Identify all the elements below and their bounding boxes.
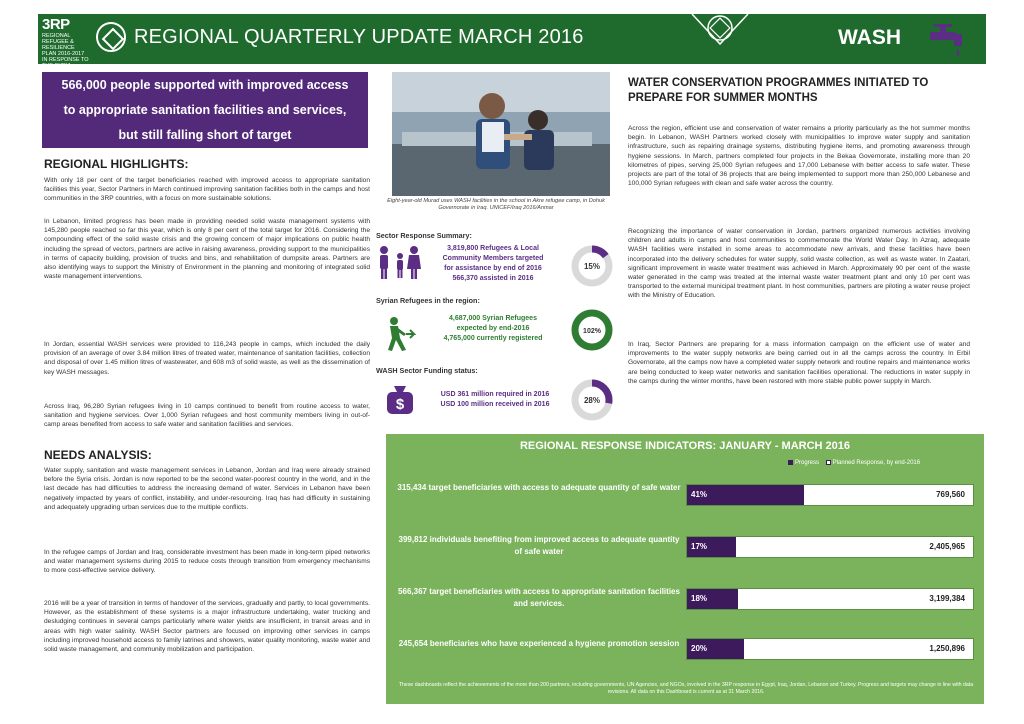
indicator-bar: [686, 638, 974, 660]
logo-text: 3RP: [42, 16, 70, 33]
progress-percent: 18%: [691, 594, 708, 603]
banner-line: but still falling short of target: [118, 128, 292, 142]
legend-swatch-progress: [788, 460, 793, 465]
sector-summary-label: Sector Response Summary:: [376, 231, 472, 240]
refugees-summary-text: [428, 314, 558, 344]
sector-summary-text: [428, 244, 558, 284]
ring-label: 15%: [583, 262, 601, 271]
indicators-footnote: These dashboards reflect the achievements of the more than 200 partners, including governments, UN Agencies, and NGOs, involved in the 3RP response in Egypt, Iraq, Jordan, Lebanon and Turkey. Progress and targets may change in line with data revisions. All data on this Dashboard is current as at 31 March 2016.: [398, 682, 974, 695]
summary-line: 3,819,800 Refugees & Local: [447, 245, 539, 252]
summary-line: expected by end-2016: [456, 325, 530, 332]
target-value: 769,560: [936, 490, 965, 499]
legend-progress: Progress: [795, 460, 820, 467]
money-bag-icon: [384, 382, 416, 416]
refugees-summary-label: Syrian Refugees in the region:: [376, 296, 480, 305]
needs-heading: NEEDS ANALYSIS:: [44, 448, 152, 462]
article-paragraph: Across the region, efficient use and conservation of water remains a priority particularly as the hot summer months begin. In Lebanon, WASH Partners worked closely with municipalities to improve water supply and sanitation infrastructure, such as repairing drainage systems, distributing hygiene items, and promoting awareness through hygiene sessions. In March, partners completed four projects in the Bekaa Governorate, installing more than 20 kilometres of pipes, serving 25,000 Syrian refugees and 17,000 Lebanese with better access to safe water. These projects are part of the total of 36 projects that are being implemented to support more than 250,000 Lebanese and 100,000 Syrian refugees with clean and safe water across the country.: [628, 125, 970, 188]
progress-percent: 20%: [691, 644, 708, 653]
people-icon: [376, 244, 424, 280]
needs-paragraph: In the refugee camps of Jordan and Iraq, considerable investment has been made in long-term piped networks and water management systems during 2015 to reduce costs through transition from emergency mechanisms to more cost-effective service delivery.: [44, 549, 370, 575]
page-title: REGIONAL QUARTERLY UPDATE MARCH 2016: [134, 26, 584, 48]
summary-line: 4,765,000 currently registered: [443, 335, 543, 342]
indicators-panel: [386, 434, 984, 704]
chart-legend: [788, 460, 920, 466]
article-paragraph: Recognizing the importance of water conservation in Jordan, partners organized numerous activities involving children and adults in camps and host communities to commemorate the World Water Day. In Azraq, adequate WASH facilities were installed in some areas to accommodate new arrivals, and these facilities have been incorporated into the delivery schedules for water supply, solid waste collection, as well as waste water. In Zaatari, significant improvement in waste water treatment was achieved in March. Approximately 90 per cent of the waste water generated in the camp was treated at the internal waste water treatment plant and only 10 per cent was transported to the external municipal treatment plant. In host communities, partners are piloting a water reuse project with the Ministry of Education.: [628, 228, 970, 300]
walking-person-icon: [380, 316, 416, 354]
funding-summary-text: [428, 390, 562, 410]
children-washing-photo: [392, 72, 610, 196]
banner-line: 566,000 people supported with improved access: [61, 78, 349, 92]
sector-name: WASH: [838, 26, 901, 49]
legend-planned: Planned Response, by end-2016: [832, 460, 921, 467]
summary-line: Community Members targeted: [442, 255, 544, 262]
summary-line: 566,370 assisted in 2016: [452, 275, 534, 282]
svg-text:$: $: [395, 396, 405, 413]
summary-line: for assistance by end of 2016: [444, 265, 542, 272]
needs-paragraph: 2016 will be a year of transition in terms of handover of the services, gradually and partly, to local governments. However, as the establishment of these systems is a major infrastructure undertaking, water trucking and desludging continues in several camps particularly where water yields are insufficient, in transit areas and in areas with high water salinity. WASH Sector partners are focused on improving other services in camps including improved household access to family latrines and showers, water quality monitoring, waste water and solid waste management, and community mobilization and participation.: [44, 600, 370, 654]
progress-percent: 17%: [691, 542, 708, 551]
indicator-label: 399,812 individuals benefiting from improved access to adequate quantity of safe water: [398, 535, 680, 556]
highlights-paragraph: In Jordan, essential WASH services were provided to 116,243 people in camps, which included the daily provision of an average of over 3.84 million litres of treated water, maintenance of sanitation facilities, collection and disposal of over 1.45 million litres of wastewater, and 608 m3 of solid waste, as well as the dissemination of key WASH messages.: [44, 341, 370, 376]
3rp-logo: [38, 14, 130, 69]
water-tap-icon: [926, 22, 970, 58]
summary-line: USD 100 million received in 2016: [440, 401, 550, 408]
headline-banner: [42, 72, 368, 148]
logo-subtitle: REGIONAL REFUGEE & RESILIENCE PLAN 2016-2017 IN RESPONSE TO THE SYRIA: [42, 33, 89, 69]
target-value: 1,250,896: [929, 644, 965, 653]
sector-progress-ring: [570, 244, 614, 288]
indicators-title: REGIONAL RESPONSE INDICATORS: JANUARY - MARCH 2016: [519, 440, 851, 452]
ring-label: 102%: [583, 328, 601, 335]
summary-line: 4,687,000 Syrian Refugees: [449, 315, 537, 322]
indicator-bar: [686, 588, 974, 610]
ring-label: 28%: [583, 396, 601, 405]
highlights-paragraph: Across Iraq, 96,280 Syrian refugees living in 10 camps continued to benefit from routine access to water, sanitation and hygiene services. Over 1,000 Syrian refugees and host community members living in out-of-camp areas benefited from access to safe water and sanitation facilities and services.: [44, 403, 370, 429]
indicator-label: 566,367 target beneficiaries with access to appropriate sanitation facilities and services.: [398, 587, 680, 608]
indicator-bar: [686, 484, 974, 506]
highlights-paragraph: With only 18 per cent of the target beneficiaries reached with improved access to appropriate sanitation facilities this year, Sector Partners in March continued improving sanitation facilities both in the camps and host communities in the 3RP countries, with a focus on more sustainable solutions.: [44, 177, 370, 203]
refugees-progress-ring: [570, 308, 614, 352]
legend-swatch-planned: [826, 460, 831, 465]
photo-caption: Eight-year-old Murad uses WASH facilities in the school in Akre refugee camp, in Dohuk Governorate in Iraq. UNICEF/Iraq 2016/Anmar: [387, 198, 605, 211]
funding-summary-label: WASH Sector Funding status:: [376, 366, 478, 375]
indicator-label: 315,434 target beneficiaries with access to adequate quantity of safe water: [397, 483, 681, 492]
highlights-paragraph: In Lebanon, limited progress has been made in providing needed solid waste management systems with 145,280 people reached so far this year, which is only 8 per cent of the total target for 2016. Considering the compounding effect of the solid waste crisis and the growing concern of major implications on public health including the spread of vectors, partners are active in raising awareness, providing support to the municipalities in terms of capacity building, provision of trucks and bins, and rehabilitation of dumpsite areas. Partners are also identifying ways to support the Ministry of Environment in the planning and monitoring of integrated solid waste management interventions.: [44, 218, 370, 281]
summary-line: USD 361 million required in 2016: [440, 391, 550, 398]
banner-line: to appropriate sanitation facilities and services,: [63, 103, 347, 117]
header-bar: [38, 14, 986, 69]
article-title: WATER CONSERVATION PROGRAMMES INITIATED TO PREPARE FOR SUMMER MONTHS: [628, 77, 929, 104]
needs-paragraph: Water supply, sanitation and waste management services in Lebanon, Jordan and Iraq were already strained before the Syria crisis. Jordan is now reported to be the second water-poorest country in the world, and in the last decade has had difficulties to address the increasing demand of water. Services in Lebanon have been negatively impacted by years of conflict, instability, and under-resourcing. Iraq has had difficulty in sustaining and adequately upgrading urban services due to the multiple conflicts.: [44, 467, 370, 511]
highlights-heading: REGIONAL HIGHLIGHTS:: [44, 157, 189, 171]
article-paragraph: In Iraq, Sector Partners are preparing for a mass information campaign on the efficient use of water and improvements to the water supply networks are being carried out in all the camps across the country. In Erbil Governorate, all the camps now have a completed water supply network and routine repairs and maintenance works are being conducted to keep water networks and sanitation facilities operational. The reductions in water supply in the camps during the winter months, have been restored with more stable public power supply in March.: [628, 341, 970, 385]
indicator-label: 245,654 beneficiaries who have experienced a hygiene promotion session: [398, 639, 680, 648]
progress-percent: 41%: [691, 490, 708, 499]
indicator-bar: [686, 536, 974, 558]
target-value: 2,405,965: [929, 542, 965, 551]
ornament-seal-icon: [682, 14, 758, 64]
funding-progress-ring: [570, 378, 614, 422]
target-value: 3,199,384: [929, 594, 965, 603]
seal-icon: [96, 22, 126, 52]
